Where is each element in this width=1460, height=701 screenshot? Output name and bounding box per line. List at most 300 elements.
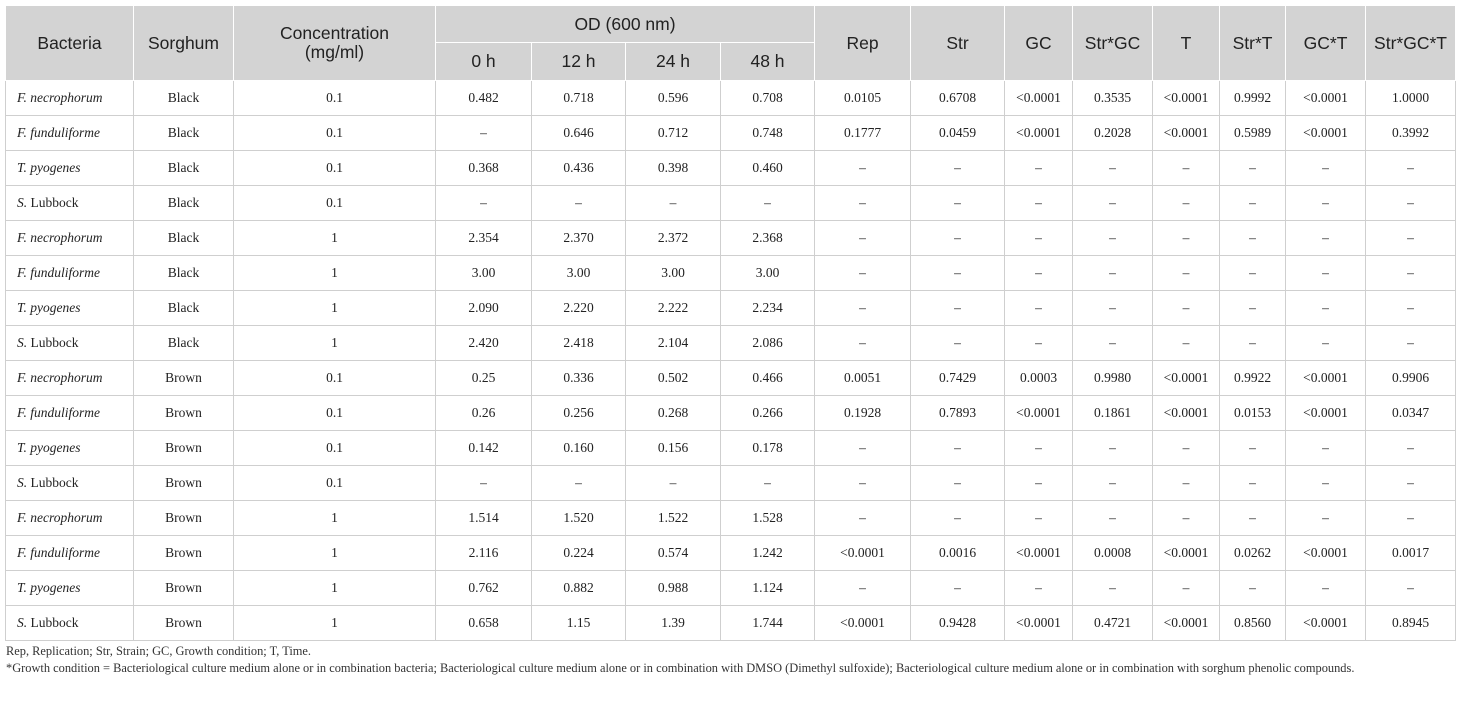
cell-str: – (911, 501, 1005, 536)
cell-bacteria (6, 431, 134, 466)
cell-od-12h: 2.370 (532, 221, 626, 256)
cell-str-gc-t: – (1366, 571, 1456, 606)
cell-od-48h: – (721, 186, 815, 221)
cell-rep: – (815, 256, 911, 291)
cell-str-t: 0.9922 (1220, 361, 1286, 396)
cell-od-24h: 2.372 (626, 221, 721, 256)
cell-gc: <0.0001 (1005, 81, 1073, 116)
cell-str-gc-t: 0.3992 (1366, 116, 1456, 151)
cell-od-0h: 0.368 (436, 151, 532, 186)
table-row (6, 81, 1456, 116)
cell-str-gc: 0.3535 (1073, 81, 1153, 116)
header-bacteria: Bacteria (6, 6, 134, 81)
header-time-0h: 0 h (436, 43, 532, 81)
cell-str-gc-t: – (1366, 326, 1456, 361)
cell-bacteria (6, 536, 134, 571)
table-row (6, 536, 1456, 571)
bacteria-species: Lubbock (30, 615, 79, 630)
cell-t: <0.0001 (1153, 606, 1220, 641)
cell-str: 0.6708 (911, 81, 1005, 116)
cell-sorghum: Black (134, 291, 234, 326)
cell-gc: – (1005, 501, 1073, 536)
cell-od-24h: 0.502 (626, 361, 721, 396)
cell-gc-t: – (1286, 501, 1366, 536)
bacteria-species: Lubbock (30, 475, 79, 490)
cell-gc: <0.0001 (1005, 116, 1073, 151)
table-row (6, 571, 1456, 606)
cell-bacteria (6, 571, 134, 606)
cell-od-0h: 0.26 (436, 396, 532, 431)
header-sorghum: Sorghum (134, 6, 234, 81)
table-row (6, 116, 1456, 151)
cell-t: <0.0001 (1153, 396, 1220, 431)
cell-str-gc-t: – (1366, 431, 1456, 466)
cell-od-24h: 0.574 (626, 536, 721, 571)
header-time-12h: 12 h (532, 43, 626, 81)
cell-str-gc: 0.4721 (1073, 606, 1153, 641)
cell-od-12h: 1.15 (532, 606, 626, 641)
cell-rep: 0.1928 (815, 396, 911, 431)
cell-str: – (911, 431, 1005, 466)
cell-concentration: 1 (234, 501, 436, 536)
cell-gc-t: – (1286, 256, 1366, 291)
cell-str-gc-t: 0.0347 (1366, 396, 1456, 431)
cell-od-48h: 3.00 (721, 256, 815, 291)
cell-str-t: – (1220, 466, 1286, 501)
header-concentration-line1: Concentration (280, 23, 389, 43)
cell-sorghum: Black (134, 221, 234, 256)
cell-od-24h: 0.596 (626, 81, 721, 116)
cell-str: 0.7429 (911, 361, 1005, 396)
cell-bacteria (6, 361, 134, 396)
cell-od-48h: 1.528 (721, 501, 815, 536)
bacteria-genus: S. (17, 615, 28, 630)
cell-od-48h: 2.234 (721, 291, 815, 326)
cell-od-12h: – (532, 466, 626, 501)
cell-od-48h: 1.242 (721, 536, 815, 571)
bacteria-species: pyogenes (30, 580, 81, 595)
header-rep: Rep (815, 6, 911, 81)
cell-str-gc-t: – (1366, 466, 1456, 501)
cell-gc: – (1005, 151, 1073, 186)
cell-str-gc: – (1073, 291, 1153, 326)
cell-str: – (911, 291, 1005, 326)
cell-od-12h: 0.718 (532, 81, 626, 116)
cell-rep: – (815, 291, 911, 326)
cell-od-0h: 2.116 (436, 536, 532, 571)
cell-od-0h: 0.142 (436, 431, 532, 466)
cell-concentration: 1 (234, 606, 436, 641)
cell-od-12h: 0.256 (532, 396, 626, 431)
cell-str-gc: – (1073, 501, 1153, 536)
bacteria-genus: T. (17, 300, 27, 315)
cell-str-gc: 0.9980 (1073, 361, 1153, 396)
results-table (5, 5, 1456, 641)
cell-concentration: 0.1 (234, 361, 436, 396)
cell-rep: – (815, 221, 911, 256)
cell-t: – (1153, 256, 1220, 291)
cell-gc-t: – (1286, 431, 1366, 466)
bacteria-genus: F. (17, 405, 27, 420)
footnotes (6, 643, 1454, 677)
cell-od-48h: – (721, 466, 815, 501)
cell-gc-t: <0.0001 (1286, 606, 1366, 641)
cell-od-0h: 2.090 (436, 291, 532, 326)
footnote-growth-condition: *Growth condition = Bacteriological culture medium alone or in combination bacteria; Bacteriological culture medium alone or in combination with DMSO (Dimethyl sulfoxide); Bacteriological culture medium alone or in combination with sorghum phenolic compounds. (6, 661, 1355, 675)
cell-bacteria (6, 291, 134, 326)
table-row (6, 361, 1456, 396)
header-str-t: Str*T (1220, 6, 1286, 81)
cell-concentration: 0.1 (234, 186, 436, 221)
cell-od-24h: – (626, 186, 721, 221)
cell-gc: – (1005, 431, 1073, 466)
cell-str-gc-t: – (1366, 186, 1456, 221)
cell-str-t: 0.5989 (1220, 116, 1286, 151)
cell-str: – (911, 326, 1005, 361)
cell-gc-t: – (1286, 291, 1366, 326)
cell-rep: – (815, 431, 911, 466)
cell-gc: 0.0003 (1005, 361, 1073, 396)
cell-od-12h: 2.220 (532, 291, 626, 326)
cell-rep: <0.0001 (815, 606, 911, 641)
cell-bacteria (6, 221, 134, 256)
bacteria-species: Lubbock (30, 335, 79, 350)
cell-gc-t: – (1286, 221, 1366, 256)
cell-gc: <0.0001 (1005, 396, 1073, 431)
cell-od-24h: 3.00 (626, 256, 721, 291)
cell-str-gc-t: 0.9906 (1366, 361, 1456, 396)
cell-concentration: 1 (234, 291, 436, 326)
cell-od-24h: 1.39 (626, 606, 721, 641)
header-od: OD (600 nm) (436, 6, 815, 43)
cell-bacteria (6, 326, 134, 361)
cell-concentration: 0.1 (234, 466, 436, 501)
cell-rep: 0.0051 (815, 361, 911, 396)
header-time-48h: 48 h (721, 43, 815, 81)
cell-t: <0.0001 (1153, 361, 1220, 396)
cell-od-24h: 2.222 (626, 291, 721, 326)
bacteria-genus: T. (17, 580, 27, 595)
cell-bacteria (6, 186, 134, 221)
cell-gc: – (1005, 186, 1073, 221)
cell-str-gc: 0.1861 (1073, 396, 1153, 431)
cell-gc-t: <0.0001 (1286, 116, 1366, 151)
header-t: T (1153, 6, 1220, 81)
cell-od-12h: 0.224 (532, 536, 626, 571)
cell-od-48h: 0.178 (721, 431, 815, 466)
cell-str-gc: – (1073, 571, 1153, 606)
table-row (6, 291, 1456, 326)
bacteria-species: pyogenes (30, 300, 81, 315)
cell-bacteria (6, 256, 134, 291)
bacteria-genus: F. (17, 510, 27, 525)
cell-rep: <0.0001 (815, 536, 911, 571)
cell-str-gc: – (1073, 466, 1153, 501)
footnote-abbreviations: Rep, Replication; Str, Strain; GC, Growth condition; T, Time. (6, 644, 312, 658)
cell-od-24h: 0.268 (626, 396, 721, 431)
cell-gc-t: – (1286, 151, 1366, 186)
cell-t: – (1153, 221, 1220, 256)
cell-str: – (911, 571, 1005, 606)
cell-t: <0.0001 (1153, 81, 1220, 116)
cell-gc-t: – (1286, 466, 1366, 501)
header-time-24h: 24 h (626, 43, 721, 81)
table-row (6, 431, 1456, 466)
cell-concentration: 1 (234, 256, 436, 291)
cell-gc-t: – (1286, 186, 1366, 221)
cell-od-12h: 2.418 (532, 326, 626, 361)
cell-str: – (911, 151, 1005, 186)
cell-od-12h: 0.336 (532, 361, 626, 396)
cell-od-48h: 0.266 (721, 396, 815, 431)
bacteria-genus: F. (17, 265, 27, 280)
cell-od-12h: 0.436 (532, 151, 626, 186)
cell-od-0h: 2.420 (436, 326, 532, 361)
cell-str-gc: – (1073, 151, 1153, 186)
cell-str: 0.0016 (911, 536, 1005, 571)
cell-od-0h: 1.514 (436, 501, 532, 536)
table-row (6, 501, 1456, 536)
cell-t: <0.0001 (1153, 116, 1220, 151)
header-gc-t: GC*T (1286, 6, 1366, 81)
bacteria-species: Lubbock (30, 195, 79, 210)
cell-sorghum: Brown (134, 606, 234, 641)
bacteria-genus: F. (17, 230, 27, 245)
cell-bacteria (6, 466, 134, 501)
cell-od-0h: 0.25 (436, 361, 532, 396)
cell-od-12h: 0.160 (532, 431, 626, 466)
cell-concentration: 0.1 (234, 151, 436, 186)
cell-gc: – (1005, 221, 1073, 256)
cell-str-t: – (1220, 291, 1286, 326)
cell-str: – (911, 186, 1005, 221)
cell-gc-t: <0.0001 (1286, 81, 1366, 116)
cell-od-48h: 0.460 (721, 151, 815, 186)
table-row (6, 326, 1456, 361)
cell-str-gc-t: 0.8945 (1366, 606, 1456, 641)
cell-str-gc-t: – (1366, 221, 1456, 256)
cell-od-24h: 0.988 (626, 571, 721, 606)
table-body (6, 81, 1456, 641)
table-row (6, 186, 1456, 221)
cell-str-gc-t: – (1366, 291, 1456, 326)
header-str-gc-t: Str*GC*T (1366, 6, 1456, 81)
cell-str-gc-t: 1.0000 (1366, 81, 1456, 116)
header-str: Str (911, 6, 1005, 81)
cell-od-48h: 2.086 (721, 326, 815, 361)
cell-str-t: – (1220, 326, 1286, 361)
cell-concentration: 0.1 (234, 116, 436, 151)
cell-od-48h: 0.748 (721, 116, 815, 151)
cell-concentration: 1 (234, 536, 436, 571)
cell-t: – (1153, 291, 1220, 326)
cell-rep: – (815, 326, 911, 361)
cell-gc-t: <0.0001 (1286, 361, 1366, 396)
cell-od-48h: 1.744 (721, 606, 815, 641)
cell-str-gc: – (1073, 186, 1153, 221)
cell-od-0h: 3.00 (436, 256, 532, 291)
cell-str-t: 0.0153 (1220, 396, 1286, 431)
cell-od-0h: 2.354 (436, 221, 532, 256)
bacteria-genus: S. (17, 335, 28, 350)
cell-str-gc: 0.0008 (1073, 536, 1153, 571)
cell-concentration: 1 (234, 221, 436, 256)
cell-od-0h: – (436, 186, 532, 221)
cell-sorghum: Brown (134, 536, 234, 571)
cell-str-t: – (1220, 431, 1286, 466)
table-row (6, 256, 1456, 291)
cell-od-0h: 0.658 (436, 606, 532, 641)
cell-od-24h: 0.156 (626, 431, 721, 466)
cell-gc: – (1005, 466, 1073, 501)
bacteria-genus: F. (17, 125, 27, 140)
cell-concentration: 0.1 (234, 431, 436, 466)
cell-rep: – (815, 571, 911, 606)
bacteria-species: necrophorum (30, 370, 103, 385)
cell-sorghum: Brown (134, 571, 234, 606)
cell-str-gc: – (1073, 256, 1153, 291)
cell-od-0h: 0.482 (436, 81, 532, 116)
cell-str: 0.7893 (911, 396, 1005, 431)
cell-str-gc: – (1073, 431, 1153, 466)
cell-rep: – (815, 466, 911, 501)
cell-sorghum: Black (134, 186, 234, 221)
table-row (6, 466, 1456, 501)
cell-od-12h: 1.520 (532, 501, 626, 536)
cell-bacteria (6, 151, 134, 186)
cell-concentration: 0.1 (234, 81, 436, 116)
cell-str-t: – (1220, 571, 1286, 606)
cell-sorghum: Brown (134, 431, 234, 466)
cell-str-t: – (1220, 186, 1286, 221)
header-str-gc: Str*GC (1073, 6, 1153, 81)
cell-sorghum: Brown (134, 361, 234, 396)
cell-sorghum: Brown (134, 396, 234, 431)
table-row (6, 151, 1456, 186)
cell-od-24h: – (626, 466, 721, 501)
cell-sorghum: Brown (134, 501, 234, 536)
cell-str: 0.9428 (911, 606, 1005, 641)
cell-od-0h: 0.762 (436, 571, 532, 606)
cell-str-gc-t: – (1366, 151, 1456, 186)
bacteria-genus: T. (17, 440, 27, 455)
header-concentration-line2: (mg/ml) (304, 42, 365, 62)
cell-concentration: 0.1 (234, 396, 436, 431)
cell-gc-t: <0.0001 (1286, 396, 1366, 431)
header-gc: GC (1005, 6, 1073, 81)
cell-sorghum: Black (134, 256, 234, 291)
cell-t: – (1153, 431, 1220, 466)
cell-str-t: 0.0262 (1220, 536, 1286, 571)
bacteria-genus: F. (17, 90, 27, 105)
cell-sorghum: Brown (134, 466, 234, 501)
cell-str: – (911, 466, 1005, 501)
cell-rep: – (815, 151, 911, 186)
bacteria-species: funduliforme (30, 545, 101, 560)
cell-bacteria (6, 81, 134, 116)
cell-concentration: 1 (234, 571, 436, 606)
table-row (6, 221, 1456, 256)
cell-rep: 0.0105 (815, 81, 911, 116)
table-row (6, 606, 1456, 641)
cell-sorghum: Black (134, 81, 234, 116)
cell-bacteria (6, 116, 134, 151)
cell-gc: – (1005, 291, 1073, 326)
cell-str-t: – (1220, 501, 1286, 536)
cell-bacteria (6, 606, 134, 641)
cell-sorghum: Black (134, 326, 234, 361)
cell-t: – (1153, 501, 1220, 536)
cell-sorghum: Black (134, 151, 234, 186)
header-concentration (234, 6, 436, 81)
cell-rep: – (815, 186, 911, 221)
cell-gc-t: – (1286, 571, 1366, 606)
cell-od-24h: 0.712 (626, 116, 721, 151)
bacteria-genus: F. (17, 370, 27, 385)
cell-rep: 0.1777 (815, 116, 911, 151)
bacteria-species: necrophorum (30, 90, 103, 105)
cell-od-12h: – (532, 186, 626, 221)
cell-str-gc: – (1073, 326, 1153, 361)
cell-str-gc-t: 0.0017 (1366, 536, 1456, 571)
cell-rep: – (815, 501, 911, 536)
cell-str: 0.0459 (911, 116, 1005, 151)
cell-str-t: 0.9992 (1220, 81, 1286, 116)
cell-od-12h: 3.00 (532, 256, 626, 291)
bacteria-species: funduliforme (30, 405, 101, 420)
cell-gc: – (1005, 256, 1073, 291)
cell-od-12h: 0.882 (532, 571, 626, 606)
bacteria-genus: T. (17, 160, 27, 175)
cell-gc: <0.0001 (1005, 606, 1073, 641)
cell-od-48h: 0.466 (721, 361, 815, 396)
cell-t: – (1153, 151, 1220, 186)
bacteria-species: pyogenes (30, 160, 81, 175)
cell-str: – (911, 256, 1005, 291)
bacteria-species: pyogenes (30, 440, 81, 455)
cell-gc: <0.0001 (1005, 536, 1073, 571)
cell-str-gc: – (1073, 221, 1153, 256)
cell-t: – (1153, 186, 1220, 221)
table-row (6, 396, 1456, 431)
cell-gc: – (1005, 326, 1073, 361)
cell-od-24h: 1.522 (626, 501, 721, 536)
cell-str-gc-t: – (1366, 256, 1456, 291)
bacteria-species: necrophorum (30, 230, 103, 245)
bacteria-species: necrophorum (30, 510, 103, 525)
cell-od-48h: 0.708 (721, 81, 815, 116)
cell-od-48h: 2.368 (721, 221, 815, 256)
cell-t: – (1153, 326, 1220, 361)
cell-od-0h: – (436, 466, 532, 501)
cell-bacteria (6, 396, 134, 431)
cell-str-t: – (1220, 151, 1286, 186)
cell-str-gc-t: – (1366, 501, 1456, 536)
cell-od-24h: 2.104 (626, 326, 721, 361)
cell-t: – (1153, 466, 1220, 501)
cell-od-12h: 0.646 (532, 116, 626, 151)
cell-od-24h: 0.398 (626, 151, 721, 186)
cell-od-0h: – (436, 116, 532, 151)
cell-str-t: 0.8560 (1220, 606, 1286, 641)
cell-gc-t: <0.0001 (1286, 536, 1366, 571)
cell-str: – (911, 221, 1005, 256)
cell-str-gc: 0.2028 (1073, 116, 1153, 151)
bacteria-genus: F. (17, 545, 27, 560)
cell-str-t: – (1220, 256, 1286, 291)
bacteria-genus: S. (17, 475, 28, 490)
cell-t: – (1153, 571, 1220, 606)
